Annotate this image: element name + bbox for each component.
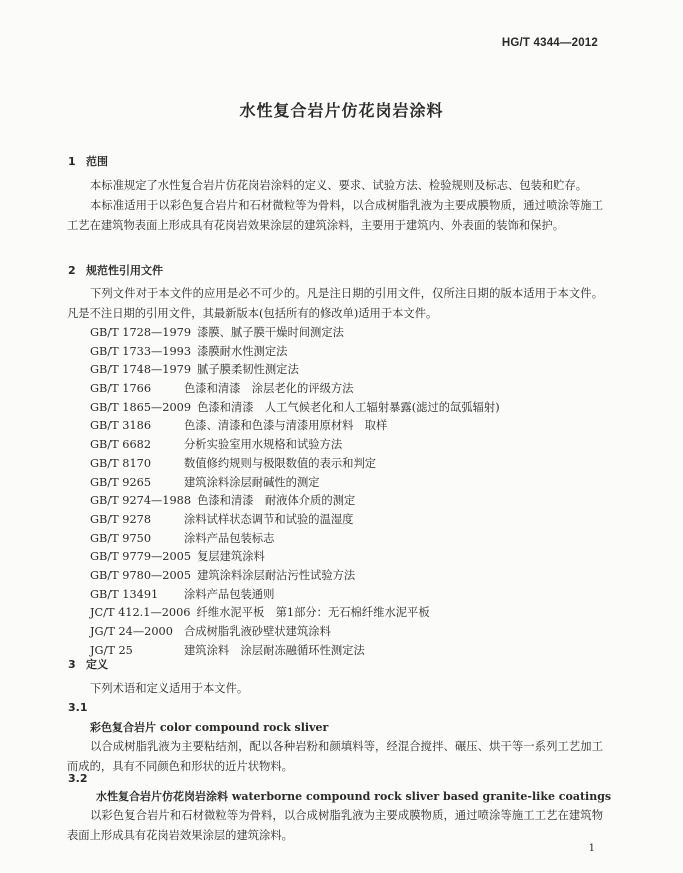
reference-item [90, 361, 500, 380]
reference-title: 建筑涂料涂层耐碱性的测定 [184, 475, 320, 489]
reference-item [90, 511, 500, 530]
section-1-heading [68, 153, 108, 169]
reference-code: GB/T 1733—1993 [90, 344, 192, 358]
reference-code: JG/T 24—2000 [90, 625, 173, 638]
document-title: 水性复合岩片仿花岗岩涂料 [239, 101, 444, 120]
reference-item [90, 343, 500, 362]
reference-item [90, 492, 500, 511]
reference-item [90, 455, 500, 474]
reference-title: 色漆和清漆 耐液体介质的测定 [197, 494, 356, 508]
term-definition: 以合成树脂乳液为主要粘结剂，配以各种岩粉和颜填料等，经混合搅拌、碾压、烘干等一系列工艺加工而成的，具有不同颜色和形状的近片状物料。 [67, 740, 603, 773]
term-number: 3.1 [68, 701, 88, 714]
section-2-heading [68, 262, 163, 278]
reference-item [90, 548, 500, 567]
scope-paragraph-1: 本标准规定了水性复合岩片仿花岗岩涂料的定义、要求、试验方法、检验规则及标志、包装和贮存。 [90, 179, 588, 192]
reference-item [90, 623, 500, 642]
reference-code: GB/T 9274—1988 [90, 494, 192, 508]
reference-title: 涂料产品包装通则 [184, 587, 275, 601]
reference-item [90, 567, 500, 586]
term-english: waterborne compound rock sliver based granite-like coatings [231, 790, 612, 803]
scope-paragraph-2: 本标准适用于以彩色复合岩片和石材微粒等为骨料，以合成树脂乳液为主要成膜物质，通过喷涂等施工工艺在建筑物表面上形成具有花岗岩效果涂层的建筑涂料，主要用于建筑内、外表面的装饰和保护。 [67, 199, 603, 232]
section-title: 规范性引用文件 [86, 264, 163, 277]
reference-item [90, 474, 500, 493]
term-chinese: 彩色复合岩片 [90, 721, 156, 734]
reference-title: 色漆和清漆 涂层老化的评级方法 [184, 382, 354, 396]
section-title: 范围 [86, 155, 108, 168]
reference-code: GB/T 1865—2009 [90, 400, 192, 414]
reference-code: GB/T 9265 [90, 475, 152, 489]
reference-item [90, 324, 500, 343]
reference-title: 色漆、清漆和色漆与清漆用原材料 取样 [184, 419, 388, 433]
reference-title: 涂料产品包装标志 [184, 531, 275, 545]
reference-title: 建筑涂料涂层耐沾污性试验方法 [197, 568, 356, 582]
reference-item [90, 399, 500, 418]
reference-code: GB/T 9780—2005 [90, 568, 192, 582]
section-3-heading [68, 656, 108, 672]
section-number: 2 [68, 264, 76, 277]
section-title: 定义 [86, 658, 108, 671]
reference-code: GB/T 9750 [90, 531, 152, 545]
standard-code: HG/T 4344—2012 [501, 37, 598, 49]
reference-code: GB/T 13491 [90, 587, 159, 601]
reference-item [90, 604, 500, 623]
reference-title: 色漆和清漆 人工气候老化和人工辐射暴露(滤过的氙弧辐射) [197, 400, 500, 414]
reference-item [90, 530, 500, 549]
reference-item [90, 417, 500, 436]
reference-title: 复层建筑涂料 [197, 550, 265, 564]
term-heading [90, 719, 328, 735]
section-number: 1 [68, 155, 76, 168]
reference-item [90, 380, 500, 399]
term-english: color compound rock sliver [159, 721, 329, 734]
reference-title: 纤维水泥平板 第1部分：无石棉纤维水泥平板 [196, 606, 430, 620]
reference-code: GB/T 9278 [90, 512, 152, 526]
reference-title: 建筑涂料 涂层耐冻融循环性测定法 [184, 643, 365, 657]
reference-title: 分析实验室用水规格和试验方法 [184, 438, 343, 452]
section-number: 3 [68, 658, 76, 671]
reference-code: GB/T 1748—1979 [90, 363, 192, 377]
page-number: 1 [588, 843, 595, 854]
reference-title: 腻子膜柔韧性测定法 [197, 363, 299, 377]
reference-code: JC/T 412.1—2006 [90, 606, 191, 620]
reference-code: GB/T 8170 [90, 456, 152, 470]
reference-title: 数值修约规则与极限数值的表示和判定 [184, 456, 377, 470]
reference-list [90, 324, 500, 660]
reference-title: 漆膜、腻子膜干燥时间测定法 [197, 326, 344, 339]
definitions-intro: 下列术语和定义适用于本文件。 [90, 682, 249, 695]
reference-code: GB/T 6682 [90, 438, 152, 452]
reference-code: GB/T 1728—1979 [90, 326, 192, 339]
reference-code: GB/T 9779—2005 [90, 550, 192, 564]
reference-item [90, 642, 500, 661]
reference-item [90, 586, 500, 605]
reference-code: GB/T 3186 [90, 419, 152, 433]
term-chinese: 水性复合岩片仿花岗岩涂料 [96, 790, 228, 803]
reference-code: JG/T 25 [90, 643, 133, 657]
term-definition: 以彩色复合岩片和石材微粒等为骨料，以合成树脂乳液为主要成膜物质，通过喷涂等施工工艺在建筑物表面上形成具有花岗岩效果涂层的建筑涂料。 [67, 809, 603, 842]
term-number: 3.2 [68, 772, 88, 785]
term-heading [96, 788, 611, 804]
reference-title: 合成树脂乳液砂壁状建筑涂料 [184, 625, 331, 638]
reference-title: 漆膜耐水性测定法 [197, 344, 288, 358]
reference-code: GB/T 1766 [90, 382, 152, 396]
reference-item [90, 436, 500, 455]
reference-title: 涂料试样状态调节和试验的温湿度 [184, 512, 354, 526]
normative-references-intro: 下列文件对于本文件的应用是必不可少的。凡是注日期的引用文件，仅所注日期的版本适用于本文件。凡是不注日期的引用文件，其最新版本(包括所有的修改单)适用于本文件。 [67, 287, 603, 320]
